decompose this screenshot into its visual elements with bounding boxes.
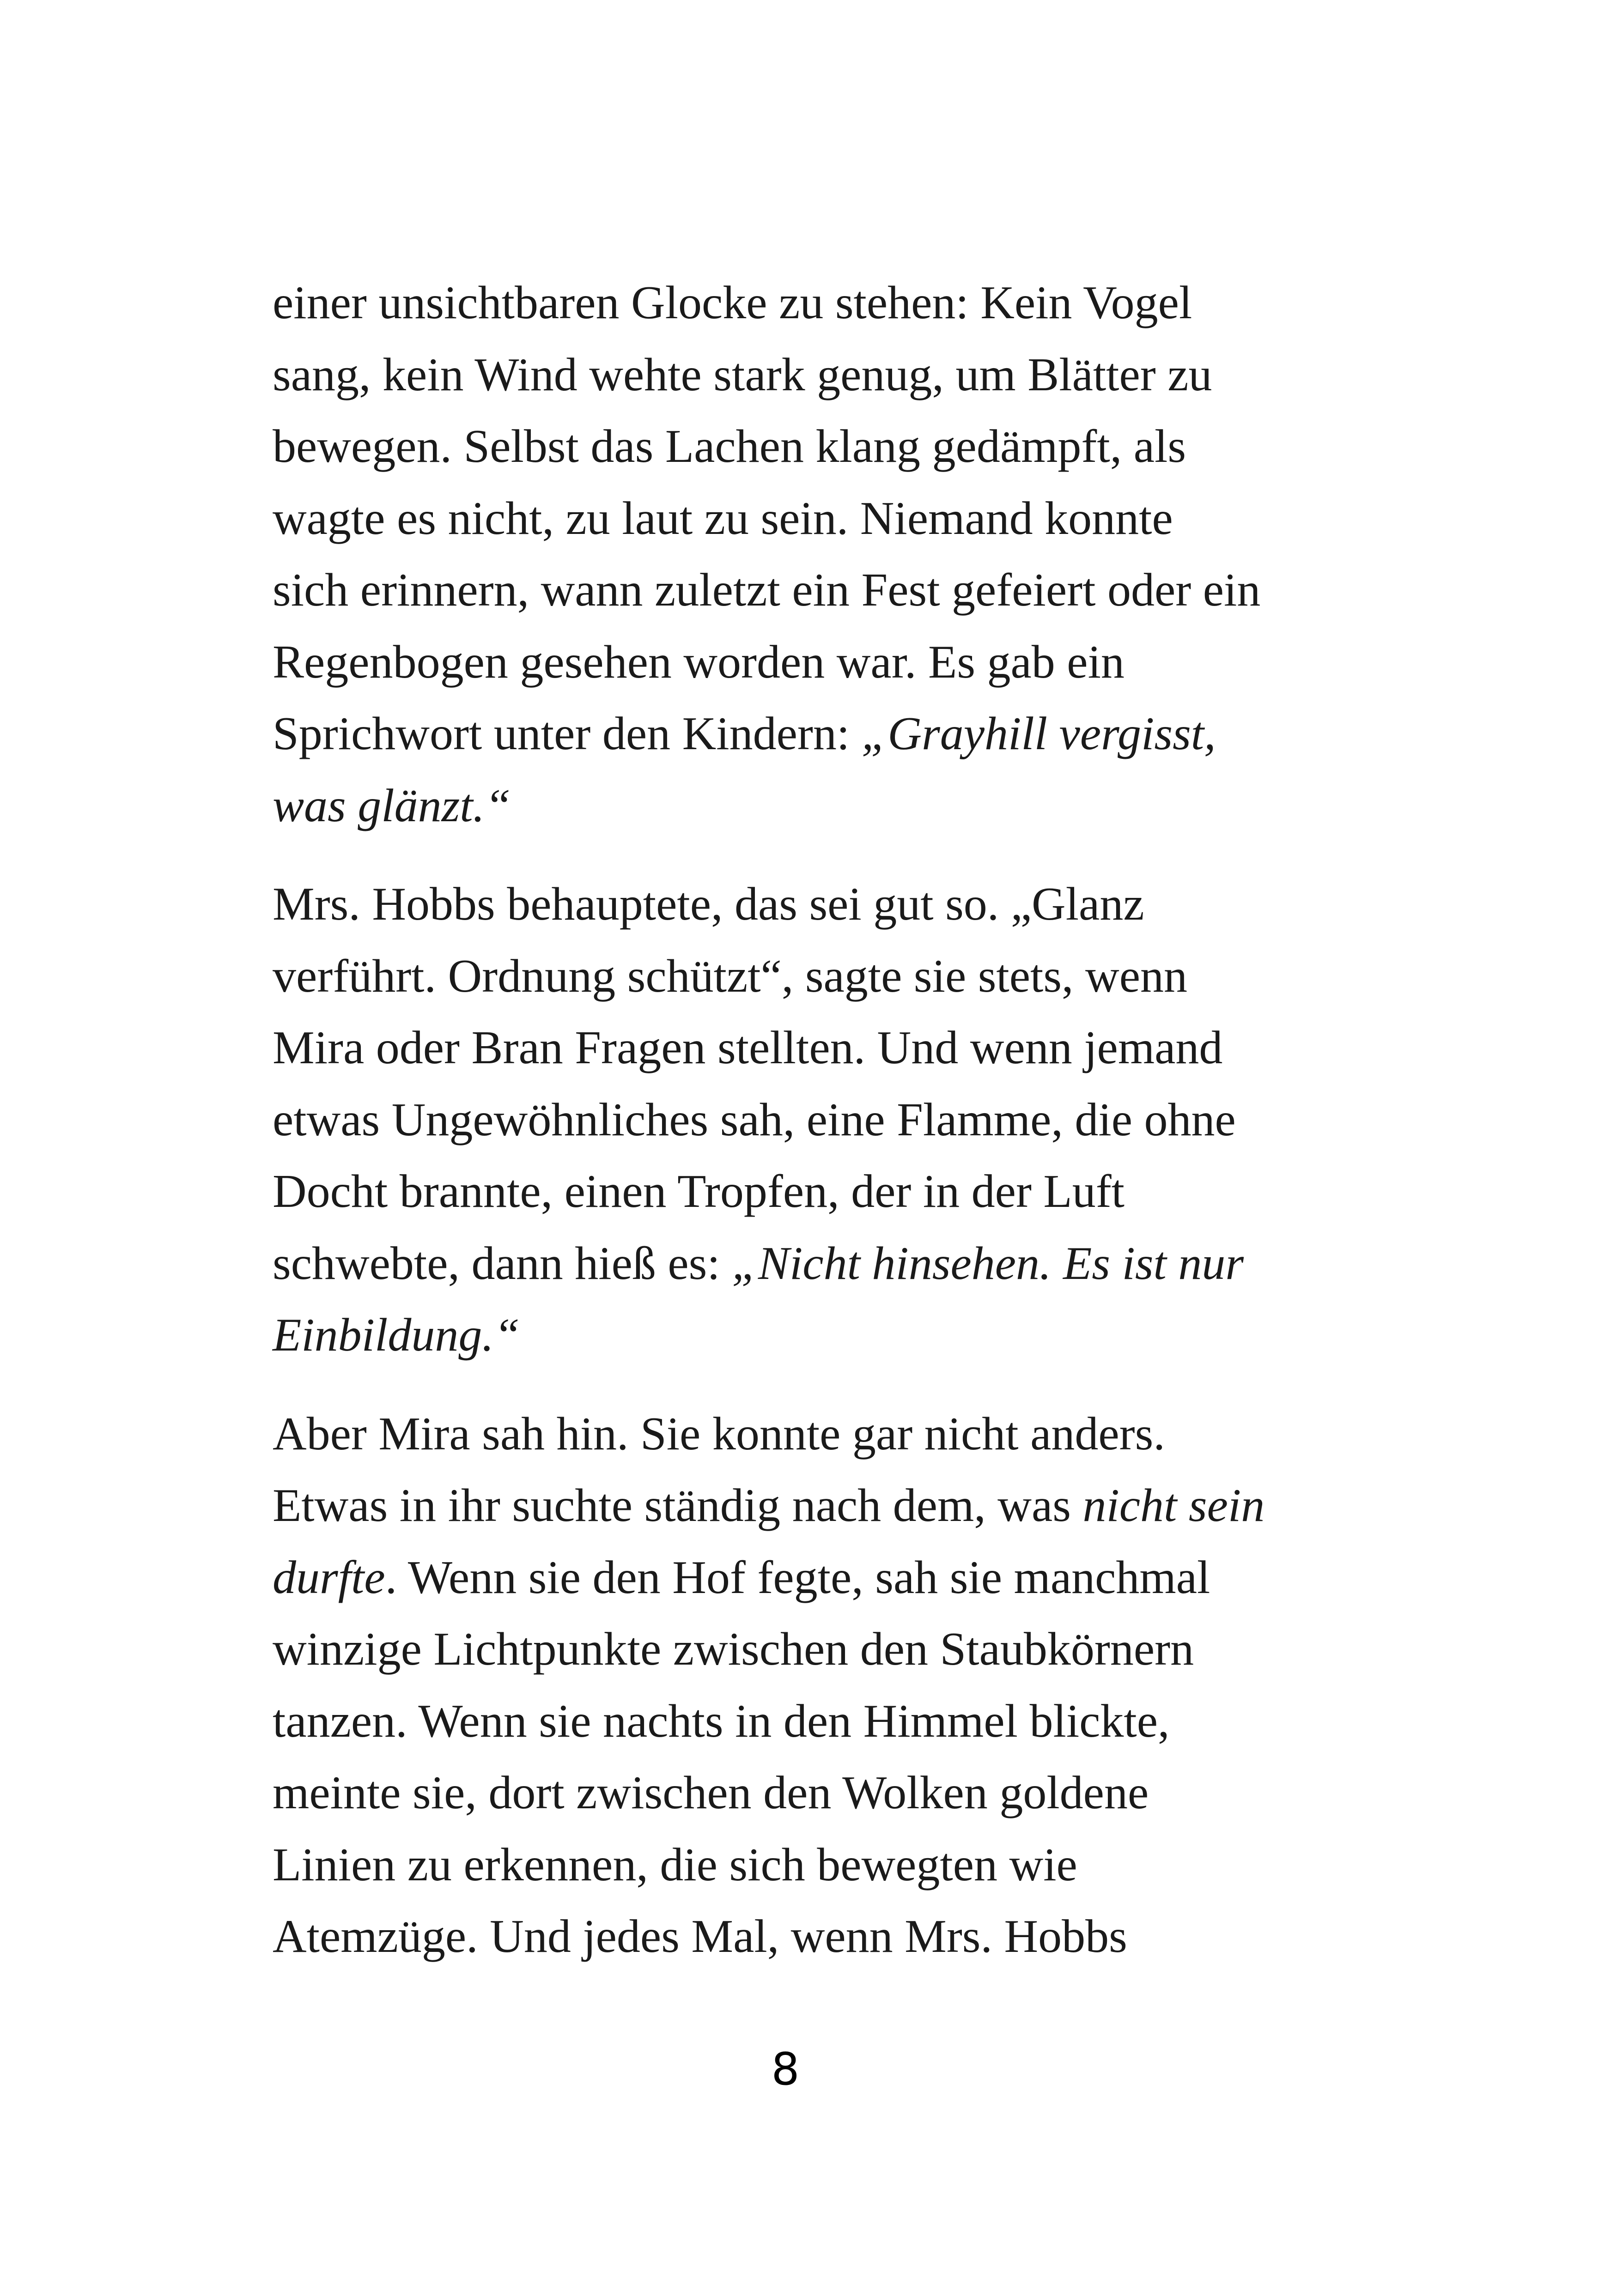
text-run: bewegen. Selbst das Lachen klang gedämpft, als (273, 420, 1186, 473)
text-run: Aber Mira sah hin. Sie konnte gar nicht anders. (273, 1407, 1165, 1460)
text-line (273, 1685, 1372, 1757)
italic-text: durfte (273, 1551, 385, 1604)
text-line (273, 1228, 1372, 1300)
text-line (273, 1757, 1372, 1829)
text-run: Mira oder Bran Fragen stellten. Und wenn jemand (273, 1022, 1223, 1074)
text-run: verführt. Ordnung schützt“, sagte sie stets, wenn (273, 950, 1187, 1002)
text-run: Sprichwort unter den Kindern: (273, 708, 862, 760)
text-line (273, 626, 1372, 698)
text-line (273, 1012, 1372, 1084)
text-line (273, 1156, 1372, 1228)
text-line (273, 1398, 1372, 1470)
text-run: winzige Lichtpunkte zwischen den Staubkörnern (273, 1623, 1194, 1675)
text-line (273, 554, 1372, 626)
text-run: Regenbogen gesehen worden war. Es gab ein (273, 636, 1125, 688)
text-line (273, 698, 1372, 770)
italic-text: „Nicht hinsehen. Es ist nur (732, 1237, 1244, 1290)
text-line (273, 1901, 1372, 1973)
italic-text: was glänzt.“ (273, 779, 511, 832)
paragraph (273, 1398, 1372, 1973)
text-line (273, 1299, 1372, 1371)
text-run: Mrs. Hobbs behauptete, das sei gut so. „Glanz (273, 878, 1144, 930)
text-line (273, 339, 1372, 411)
paragraph (273, 868, 1372, 1371)
text-run: etwas Ungewöhnliches sah, eine Flamme, die ohne (273, 1093, 1236, 1146)
italic-text: Einbildung.“ (273, 1309, 520, 1361)
text-line (273, 1542, 1372, 1614)
text-line (273, 868, 1372, 940)
text-line (273, 411, 1372, 483)
paragraph (273, 267, 1372, 842)
text-run: . Wenn sie den Hof fegte, sah sie manchmal (385, 1551, 1210, 1604)
text-run: meinte sie, dort zwischen den Wolken goldene (273, 1767, 1149, 1819)
text-run: Atemzüge. Und jedes Mal, wenn Mrs. Hobbs (273, 1910, 1127, 1963)
text-run: sang, kein Wind wehte stark genug, um Blätter zu (273, 348, 1212, 401)
page-number: 8 (771, 2043, 800, 2095)
italic-text: „Grayhill vergisst, (861, 708, 1216, 760)
text-run: einer unsichtbaren Glocke zu stehen: Kein Vogel (273, 277, 1192, 329)
text-run: tanzen. Wenn sie nachts in den Himmel blickte, (273, 1695, 1170, 1747)
text-line (273, 940, 1372, 1012)
text-run: Linien zu erkennen, die sich bewegten wie (273, 1838, 1077, 1891)
text-run: sich erinnern, wann zuletzt ein Fest gefeiert oder ein (273, 564, 1261, 616)
text-run: Etwas in ihr suchte ständig nach dem, was (273, 1479, 1083, 1532)
text-line (273, 1470, 1372, 1542)
text-run: schwebte, dann hieß es: (273, 1237, 732, 1290)
body-text (273, 267, 1372, 1999)
italic-text: nicht sein (1082, 1479, 1265, 1532)
text-run: Docht brannte, einen Tropfen, der in der Luft (273, 1165, 1125, 1218)
text-line (273, 483, 1372, 555)
text-line (273, 1084, 1372, 1156)
text-line (273, 1829, 1372, 1901)
text-run: wagte es nicht, zu laut zu sein. Niemand konnte (273, 492, 1173, 545)
text-line (273, 1613, 1372, 1685)
text-line (273, 770, 1372, 842)
text-line (273, 267, 1372, 339)
